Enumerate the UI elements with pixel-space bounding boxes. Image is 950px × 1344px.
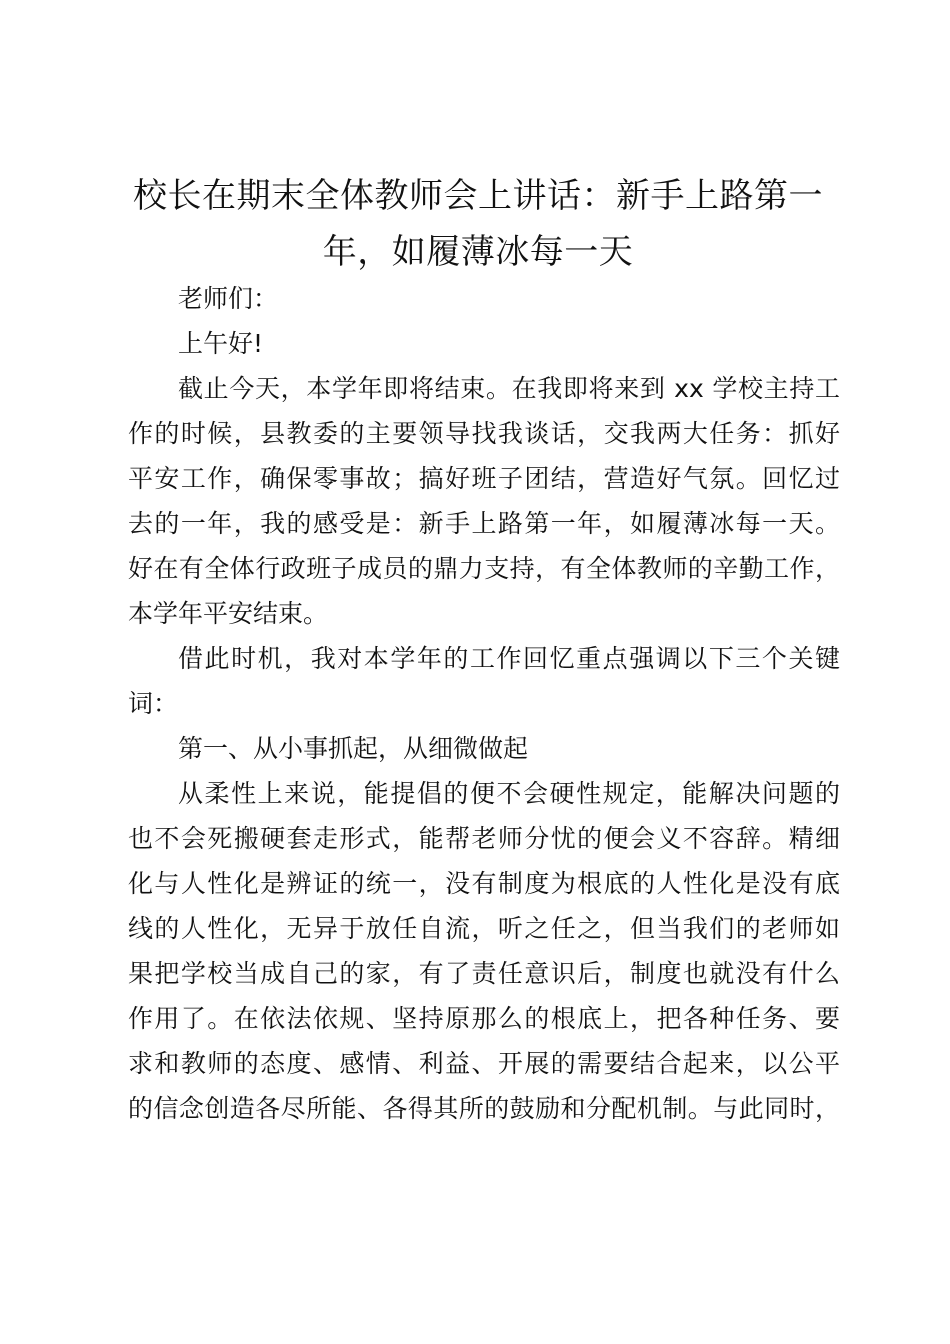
paragraph-3 (128, 771, 840, 1131)
greeting: 上午好! (178, 329, 264, 358)
paragraph-line: 的信念创造各尽所能、各得其所的鼓励和分配机制。与此同时， (128, 1094, 840, 1123)
section-heading: 第一、从小事抓起，从细微做起 (178, 734, 529, 763)
paragraph-line: 线的人性化，无异于放任自流，听之任之，但当我们的老师如 (128, 914, 840, 943)
paragraph-line: 求和教师的态度、感情、利益、开展的需要结合起来，以公平 (128, 1049, 840, 1078)
paragraph-line: 本学年平安结束。 (128, 599, 329, 628)
document-title (120, 168, 836, 280)
paragraph-1 (128, 366, 840, 636)
paragraph-line: 作的时候，县教委的主要领导找我谈话，交我两大任务：抓好 (128, 419, 840, 448)
paragraph-line: 去的一年，我的感受是：新手上路第一年，如履薄冰每一天。 (128, 509, 840, 538)
paragraph-line: 借此时机，我对本学年的工作回忆重点强调以下三个关键 (178, 644, 840, 673)
paragraph-2 (128, 636, 840, 726)
paragraph-line: 从柔性上来说，能提倡的便不会硬性规定，能解决问题的 (178, 779, 840, 808)
document-body (128, 276, 840, 1131)
title-line: 校长在期末全体教师会上讲话：新手上路第一 (133, 176, 823, 216)
paragraph-line: 也不会死搬硬套走形式，能帮老师分忧的便会义不容辞。精细 (128, 824, 840, 853)
paragraph-line: 作用了。在依法依规、坚持原那么的根底上，把各种任务、要 (128, 1004, 840, 1033)
paragraph-line: 词： (128, 689, 179, 718)
paragraph-line: 截止今天，本学年即将结束。在我即将来到 xx 学校主持工 (178, 374, 840, 403)
paragraph-line: 果把学校当成自己的家，有了责任意识后，制度也就没有什么 (128, 959, 840, 988)
paragraph-line: 化与人性化是辨证的统一，没有制度为根底的人性化是没有底 (128, 869, 840, 898)
paragraph-line: 好在有全体行政班子成员的鼎力支持，有全体教师的辛勤工作， (128, 554, 840, 583)
title-line: 年，如履薄冰每一天 (322, 232, 634, 272)
salutation: 老师们： (178, 284, 279, 313)
paragraph-line: 平安工作，确保零事故；搞好班子团结，营造好气氛。回忆过 (128, 464, 840, 493)
